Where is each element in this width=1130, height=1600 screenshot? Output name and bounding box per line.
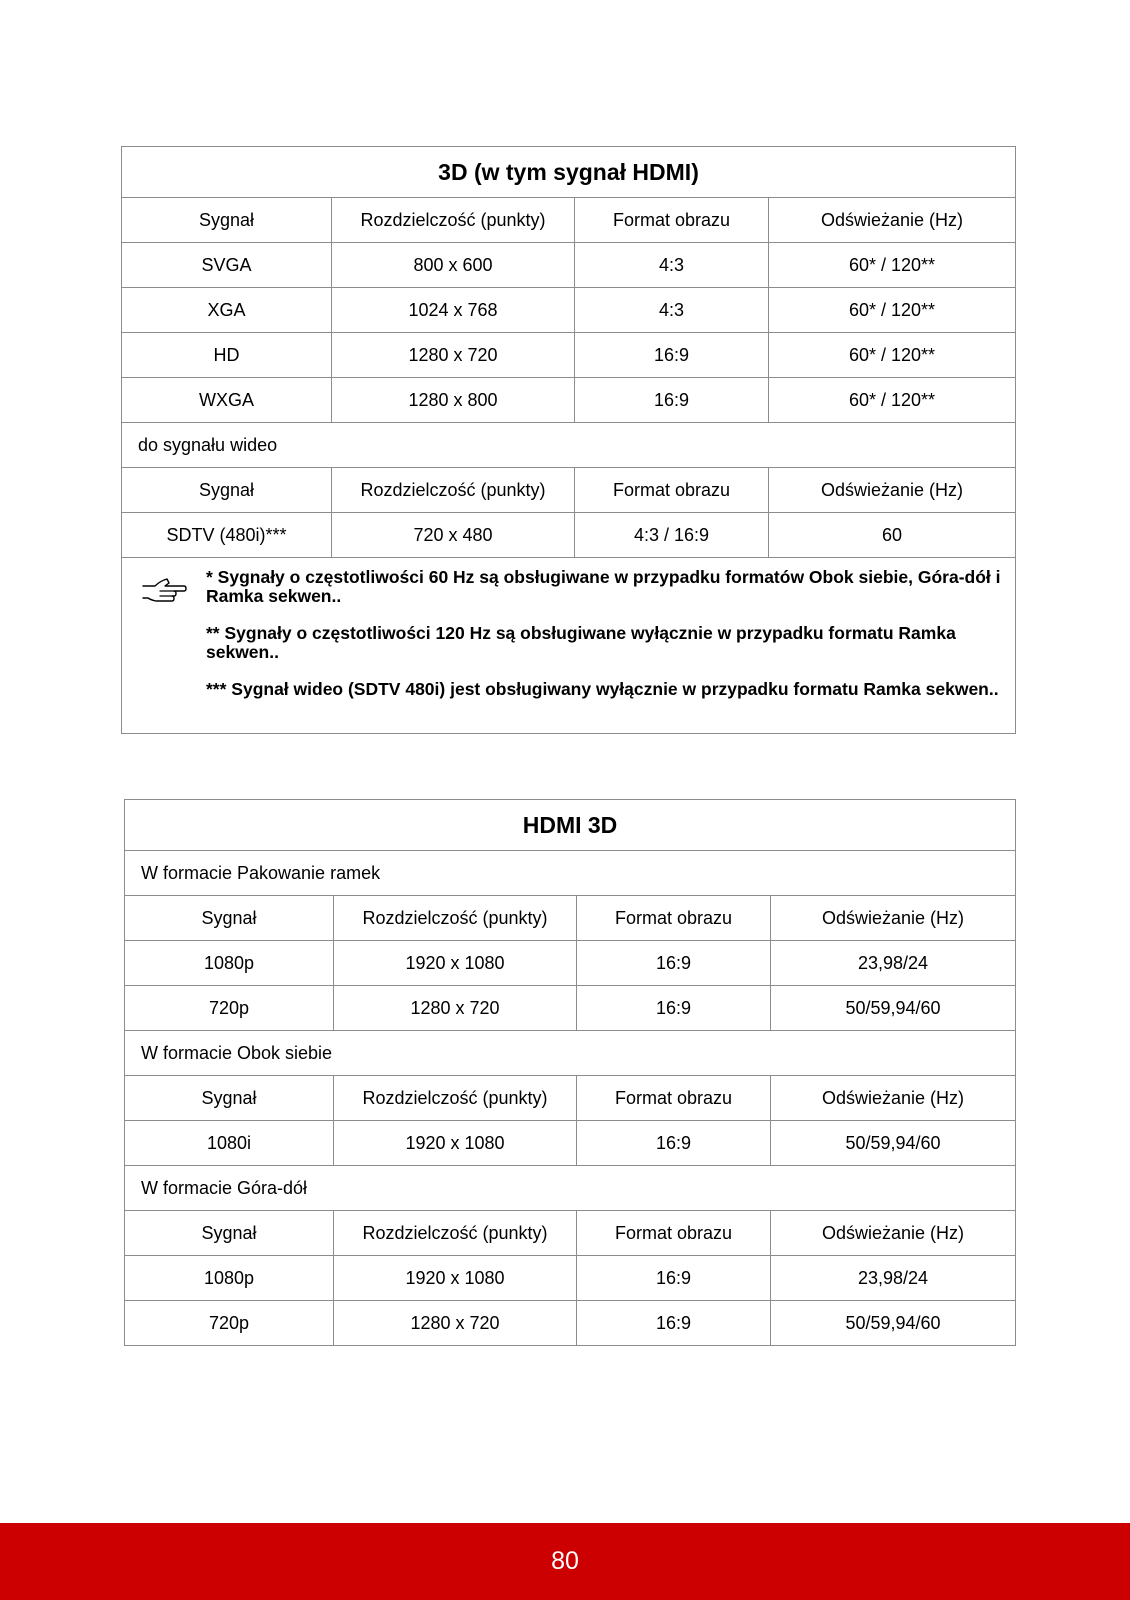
header-aspect: Format obrazu [575,468,769,513]
cell-aspect: 16:9 [577,1121,771,1166]
section-row [125,851,1016,896]
note-item: *** Sygnał wideo (SDTV 480i) jest obsługiwany wyłącznie w przypadku formatu Ramka sekwen.. [206,679,999,699]
header-signal: Sygnał [125,1211,334,1256]
header-refresh: Odświeżanie (Hz) [769,198,1016,243]
header-refresh: Odświeżanie (Hz) [771,1076,1016,1121]
table-row [125,986,1016,1031]
header-resolution: Rozdzielczość (punkty) [332,468,575,513]
cell-signal: 720p [125,1301,334,1346]
footer-bar [0,1523,1130,1600]
cell-refresh: 60* / 120** [769,333,1016,378]
table-title: 3D (w tym sygnał HDMI) [122,147,1016,198]
notes-container [140,568,1001,699]
cell-signal: WXGA [122,378,332,423]
table-hdmi-3d [124,799,1016,1346]
table-row [122,378,1016,423]
notes-cell [122,558,1016,734]
cell-refresh: 50/59,94/60 [771,1301,1016,1346]
table-row [122,288,1016,333]
cell-signal: XGA [122,288,332,333]
cell-signal: 1080p [125,1256,334,1301]
header-aspect: Format obrazu [575,198,769,243]
cell-signal: 720p [125,986,334,1031]
header-aspect: Format obrazu [577,896,771,941]
section-label: do sygnału wideo [122,423,1016,468]
cell-signal: 1080i [125,1121,334,1166]
cell-signal: SDTV (480i)*** [122,513,332,558]
cell-aspect: 16:9 [575,378,769,423]
table-row [125,941,1016,986]
table-row [122,333,1016,378]
cell-refresh: 50/59,94/60 [771,986,1016,1031]
header-resolution: Rozdzielczość (punkty) [332,198,575,243]
cell-resolution: 1280 x 720 [334,986,577,1031]
cell-refresh: 50/59,94/60 [771,1121,1016,1166]
header-signal: Sygnał [125,1076,334,1121]
cell-refresh: 23,98/24 [771,941,1016,986]
table-row [125,1121,1016,1166]
cell-resolution: 800 x 600 [332,243,575,288]
section-label: W formacie Góra-dół [125,1166,1016,1211]
note-item: ** Sygnały o częstotliwości 120 Hz są obsługiwane wyłącznie w przypadku formatu Ramka sekwen.. [206,623,956,662]
header-row [122,198,1016,243]
header-signal: Sygnał [125,896,334,941]
section-row [122,423,1016,468]
header-resolution: Rozdzielczość (punkty) [334,1211,577,1256]
section-label: W formacie Obok siebie [125,1031,1016,1076]
cell-aspect: 16:9 [575,333,769,378]
cell-refresh: 60* / 120** [769,378,1016,423]
cell-signal: HD [122,333,332,378]
header-signal: Sygnał [122,468,332,513]
cell-aspect: 16:9 [577,1256,771,1301]
header-aspect: Format obrazu [577,1211,771,1256]
header-resolution: Rozdzielczość (punkty) [334,1076,577,1121]
table-row [122,243,1016,288]
cell-resolution: 1024 x 768 [332,288,575,333]
cell-resolution: 720 x 480 [332,513,575,558]
header-resolution: Rozdzielczość (punkty) [334,896,577,941]
page-number: 80 [551,1547,579,1575]
header-signal: Sygnał [122,198,332,243]
header-refresh: Odświeżanie (Hz) [771,1211,1016,1256]
note-item: * Sygnały o częstotliwości 60 Hz są obsługiwane w przypadku formatów Obok siebie, Góra-dół i Ramka sekwen.. [206,567,1001,606]
cell-resolution: 1280 x 800 [332,378,575,423]
notes-list [206,568,1001,699]
cell-refresh: 60* / 120** [769,243,1016,288]
cell-aspect: 4:3 [575,288,769,333]
section-row [125,1031,1016,1076]
header-row [122,468,1016,513]
section-label: W formacie Pakowanie ramek [125,851,1016,896]
table-title: HDMI 3D [125,800,1016,851]
cell-resolution: 1920 x 1080 [334,1256,577,1301]
header-refresh: Odświeżanie (Hz) [771,896,1016,941]
cell-aspect: 4:3 [575,243,769,288]
cell-refresh: 23,98/24 [771,1256,1016,1301]
section-row [125,1166,1016,1211]
header-aspect: Format obrazu [577,1076,771,1121]
cell-resolution: 1920 x 1080 [334,1121,577,1166]
cell-resolution: 1920 x 1080 [334,941,577,986]
cell-refresh: 60 [769,513,1016,558]
table-row [122,513,1016,558]
cell-resolution: 1280 x 720 [334,1301,577,1346]
notes-row [122,558,1016,734]
table-3d-signals [121,146,1016,734]
header-row [125,896,1016,941]
cell-resolution: 1280 x 720 [332,333,575,378]
cell-signal: SVGA [122,243,332,288]
cell-aspect: 16:9 [577,941,771,986]
header-row [125,1076,1016,1121]
header-refresh: Odświeżanie (Hz) [769,468,1016,513]
cell-aspect: 16:9 [577,1301,771,1346]
cell-aspect: 4:3 / 16:9 [575,513,769,558]
cell-signal: 1080p [125,941,334,986]
cell-refresh: 60* / 120** [769,288,1016,333]
header-row [125,1211,1016,1256]
table-row [125,1301,1016,1346]
pointing-hand-icon [140,568,206,699]
table-row [125,1256,1016,1301]
cell-aspect: 16:9 [577,986,771,1031]
